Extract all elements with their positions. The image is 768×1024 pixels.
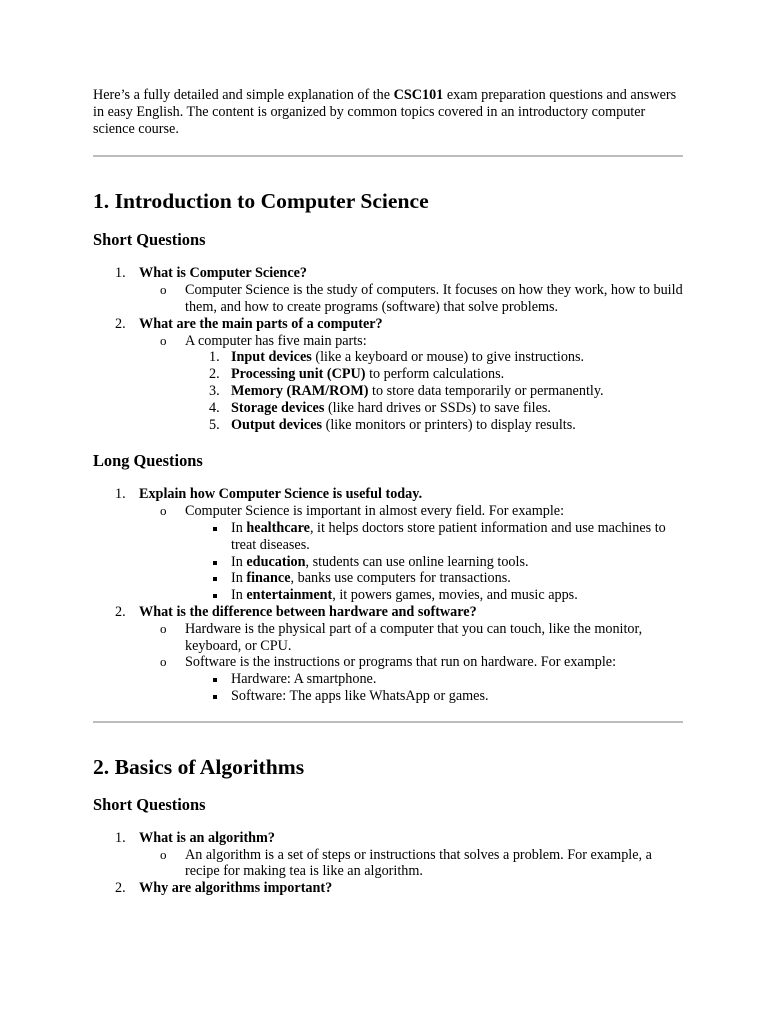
question-item xyxy=(93,486,683,604)
answer-item: o Hardware is the physical part of a computer that you can touch, like the monitor, keyboard, or CPU. xyxy=(139,621,683,655)
part-name: Processing unit (CPU) xyxy=(231,366,366,383)
document-content xyxy=(93,87,683,897)
answer-item xyxy=(139,503,683,604)
field-prefix: In xyxy=(231,519,247,536)
part-item xyxy=(185,383,683,400)
question-text: What is the difference between hardware and software? xyxy=(139,603,477,620)
answer-list xyxy=(139,847,683,881)
question-text: Explain how Computer Science is useful today. xyxy=(139,486,423,503)
part-number: 5. xyxy=(209,416,220,433)
part-number: 3. xyxy=(209,382,220,399)
part-desc: to perform calculations. xyxy=(365,366,505,383)
field-item xyxy=(185,554,683,571)
field-name: entertainment xyxy=(246,587,333,604)
answer-text: Software is the instructions or programs that run on hardware. For example: xyxy=(185,654,617,671)
answer-text: A computer has five main parts: xyxy=(185,332,367,349)
field-desc: , it helps doctors store patient information and use machines to treat diseases. xyxy=(231,519,666,553)
divider xyxy=(93,721,683,723)
answer-list xyxy=(139,333,683,434)
field-item xyxy=(185,570,683,587)
question-number: 2. xyxy=(115,315,126,332)
field-desc: , it powers games, movies, and music apps. xyxy=(332,587,578,604)
intro-paragraph xyxy=(93,87,683,137)
example-item: Software: The apps like WhatsApp or games. xyxy=(185,688,683,705)
divider xyxy=(93,155,683,157)
part-desc: (like hard drives or SSDs) to save files. xyxy=(324,399,551,416)
question-item xyxy=(93,604,683,705)
question-text: What is Computer Science? xyxy=(139,265,308,282)
subsection-heading: Long Questions xyxy=(93,451,203,471)
answer-text: Computer Science is important in almost every field. For example: xyxy=(185,503,565,520)
part-item xyxy=(185,400,683,417)
question-number: 1. xyxy=(115,486,126,503)
field-prefix: In xyxy=(231,570,247,587)
question-list xyxy=(93,265,683,433)
question-text: What is an algorithm? xyxy=(139,829,275,846)
answer-list xyxy=(139,621,683,705)
field-item xyxy=(185,520,683,554)
question-item xyxy=(93,830,683,880)
intro-text-rest: exam preparation questions and answers in easy English. The content is organized by common topics covered in an introductory computer science course. xyxy=(93,87,677,137)
part-number: 4. xyxy=(209,399,220,416)
example-item: Hardware: A smartphone. xyxy=(185,671,683,688)
part-item xyxy=(185,417,683,434)
question-item xyxy=(93,880,683,897)
part-name: Input devices xyxy=(231,349,312,366)
question-number: 2. xyxy=(115,880,126,897)
section-title: 1. Introduction to Computer Science xyxy=(93,189,429,214)
field-name: healthcare xyxy=(246,519,310,536)
field-item xyxy=(185,587,683,604)
part-name: Memory (RAM/ROM) xyxy=(231,382,369,399)
answer-item: o Computer Science is the study of computers. It focuses on how they work, how to build them, and how to create programs (software) that solve problems. xyxy=(139,282,683,316)
part-item xyxy=(185,366,683,383)
intro-text: Here’s a fully detailed and simple explanation of the xyxy=(93,87,394,103)
question-text: Why are algorithms important? xyxy=(139,880,333,897)
question-list xyxy=(93,830,683,897)
question-item xyxy=(93,265,683,315)
part-desc: (like a keyboard or mouse) to give instructions. xyxy=(311,349,585,366)
question-number: 1. xyxy=(115,829,126,846)
field-desc: , banks use computers for transactions. xyxy=(290,570,511,587)
answer-list xyxy=(139,503,683,604)
part-desc: (like monitors or printers) to display results. xyxy=(322,416,576,433)
answer-list xyxy=(139,282,683,316)
subsection-heading: Short Questions xyxy=(93,794,206,814)
field-desc: , students can use online learning tools. xyxy=(305,553,529,570)
section-title: 2. Basics of Algorithms xyxy=(93,754,305,779)
part-number: 2. xyxy=(209,366,220,383)
answer-item xyxy=(139,333,683,434)
computer-parts-list xyxy=(185,349,683,433)
part-name: Storage devices xyxy=(231,399,325,416)
answer-item xyxy=(139,654,683,704)
part-number: 1. xyxy=(209,349,220,366)
question-text: What are the main parts of a computer? xyxy=(139,315,383,332)
field-prefix: In xyxy=(231,587,247,604)
fields-list xyxy=(185,520,683,604)
question-number: 1. xyxy=(115,265,126,282)
question-number: 2. xyxy=(115,603,126,620)
field-name: finance xyxy=(246,570,291,587)
examples-list xyxy=(185,671,683,705)
part-item xyxy=(185,349,683,366)
part-desc: to store data temporarily or permanently. xyxy=(368,382,604,399)
answer-item: o An algorithm is a set of steps or instructions that solves a problem. For example, a recipe for making tea is like an algorithm. xyxy=(139,847,683,881)
field-name: education xyxy=(246,553,306,570)
course-code: CSC101 xyxy=(393,87,444,103)
field-prefix: In xyxy=(231,553,247,570)
part-name: Output devices xyxy=(231,416,323,433)
subsection-heading: Short Questions xyxy=(93,230,206,250)
question-list xyxy=(93,486,683,704)
question-item xyxy=(93,316,683,434)
